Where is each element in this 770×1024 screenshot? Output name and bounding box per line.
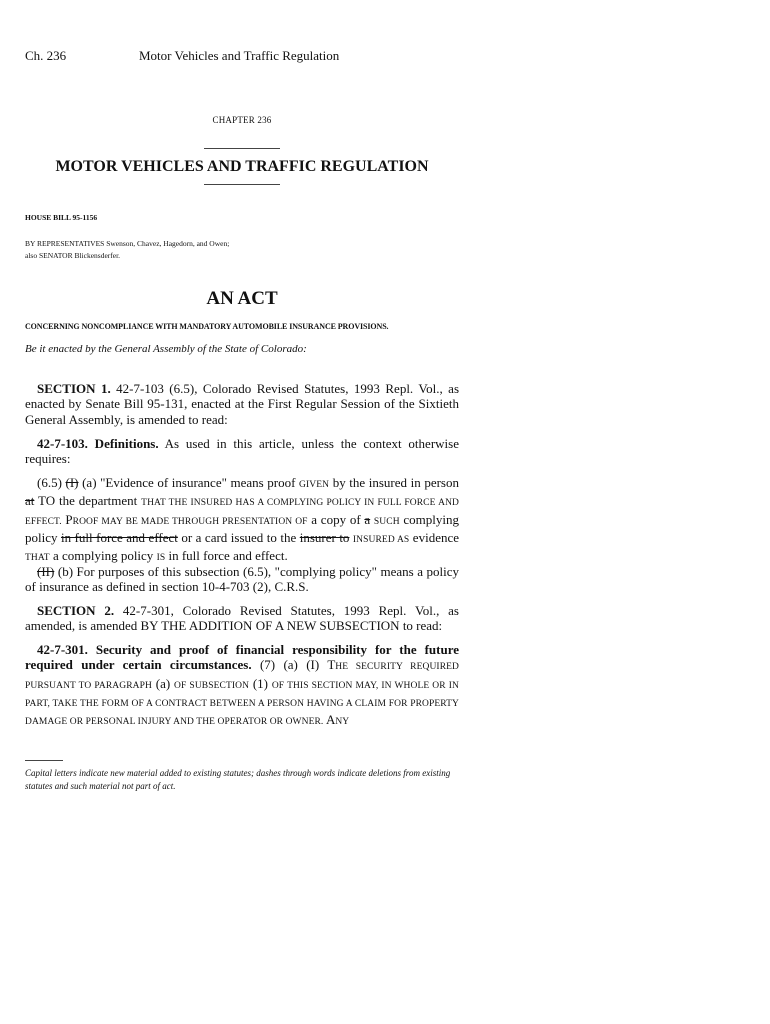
text-run: A: [323, 712, 336, 728]
bill-number: HOUSE BILL 95-1156: [25, 213, 98, 222]
text-run: or a card issued to the: [177, 529, 300, 545]
enacting-clause: Be it enacted by the General Assembly of the State of Colorado:: [25, 343, 307, 355]
text-run: TO the department: [34, 493, 142, 509]
footnote-rule: [25, 760, 63, 761]
sponsors-line-2: also SENATOR Blickensderfer.: [25, 251, 121, 260]
inserted-text: IS: [156, 553, 166, 564]
inserted-text: ROOF MAY BE MADE THROUGH PRESENTATION OF: [72, 516, 308, 527]
deleted-text: a: [364, 511, 371, 527]
inserted-text: THAT THE INSURED HAS A COMPLYING POLICY IN FULL FORCE AND EFFECT.: [25, 498, 459, 527]
footnote: Capital letters indicate new material added to existing statutes; dashes through words indicate deletions from existing statutes and such material not part of act.: [25, 768, 451, 791]
subsection-b-paragraph: [25, 564, 459, 595]
header-subject: Motor Vehicles and Traffic Regulation: [139, 48, 340, 63]
act-heading: AN ACT: [206, 288, 278, 309]
text-run: by the insured in person: [329, 475, 459, 490]
inserted-text: INSURED AS: [352, 534, 410, 545]
text-run: a complying policy: [49, 548, 157, 564]
inserted-text: OF THIS SECTION MAY, IN WHOLE OR IN PART, TAKE THE FORM OF A CONTRACT BETWEEN A PERSON HAVING A CLAIM FOR PROPERTY DAMAGE OR PERSONAL INJURY AND THE OPERATOR OR OWNER.: [25, 680, 459, 728]
text-run: evidence: [409, 529, 460, 545]
concerning-clause: CONCERNING NONCOMPLIANCE WITH MANDATORY AUTOMOBILE INSURANCE PROVISIONS.: [25, 322, 389, 331]
definitions-paragraph: [25, 436, 459, 467]
section-1-label: SECTION 1.: [37, 381, 111, 396]
text-run: complying policy: [25, 511, 460, 545]
title-rule-top: [204, 148, 280, 149]
deleted-text: in full force and effect: [60, 529, 178, 545]
text-run: a copy of: [307, 511, 365, 527]
section-301-heading: 42-7-301. Security and proof of financial responsibility for the future required under certain circumstances.: [25, 642, 459, 673]
text-run: (a) "Evidence of insurance" means proof: [78, 475, 300, 490]
section-2-text: 42-7-301, Colorado Revised Statutes, 1993 Repl. Vol., as amended, is amended BY THE ADDITION OF A NEW SUBSECTION to read:: [25, 603, 459, 634]
chapter-label: CHAPTER 236: [212, 115, 272, 125]
inserted-text: GIVEN: [299, 480, 330, 490]
subsection-b-text: (b) For purposes of this subsection (6.5), "complying policy" means a policy of insurance as defined in section 10-4-703 (2), C.R.S.: [25, 564, 459, 595]
inserted-text: SUCH: [373, 516, 400, 527]
deleted-text: insurer to: [299, 529, 350, 545]
sponsors: [25, 238, 229, 262]
header-chapter: Ch. 236: [25, 48, 67, 63]
section-2-paragraph: [25, 603, 459, 634]
inserted-text: THAT: [25, 553, 50, 564]
definitions-label: 42-7-103. Definitions.: [37, 436, 159, 451]
section-2-label: SECTION 2.: [37, 603, 115, 618]
deleted-text: at: [25, 493, 35, 509]
title-rule-bottom: [204, 184, 280, 185]
text-run: (a): [151, 675, 175, 691]
deleted-text: (I): [65, 475, 79, 490]
text-run: (6.5): [37, 475, 66, 490]
section-301-paragraph: [25, 642, 459, 730]
section-1-text: 42-7-103 (6.5), Colorado Revised Statutes, 1993 Repl. Vol., as enacted by Senate Bill 95-131, enacted at the First Regular Session of the Sixtieth General Assembly, is amended to read:: [25, 381, 460, 427]
text-run: in full force and effect.: [165, 548, 288, 564]
inserted-text: HE SECURITY REQUIRED PURSUANT TO PARAGRAPH: [25, 662, 459, 691]
sponsors-line-1: BY REPRESENTATIVES Swenson, Chavez, Hagedorn, and Owen;: [25, 239, 230, 248]
text-run: (7) (a) (I): [251, 657, 328, 673]
inserted-text: OF SUBSECTION: [174, 680, 250, 691]
text-run: T: [327, 657, 336, 673]
text-run: (1): [249, 675, 272, 691]
definitions-text: As used in this article, unless the context otherwise requires:: [25, 436, 459, 467]
inserted-text: NY: [335, 717, 350, 728]
section-1-paragraph: [25, 381, 459, 427]
text-run: P: [61, 511, 73, 527]
deleted-text: (II): [37, 564, 55, 579]
subsection-6-5-paragraph: [25, 475, 459, 566]
page-title: MOTOR VEHICLES AND TRAFFIC REGULATION: [55, 158, 429, 175]
